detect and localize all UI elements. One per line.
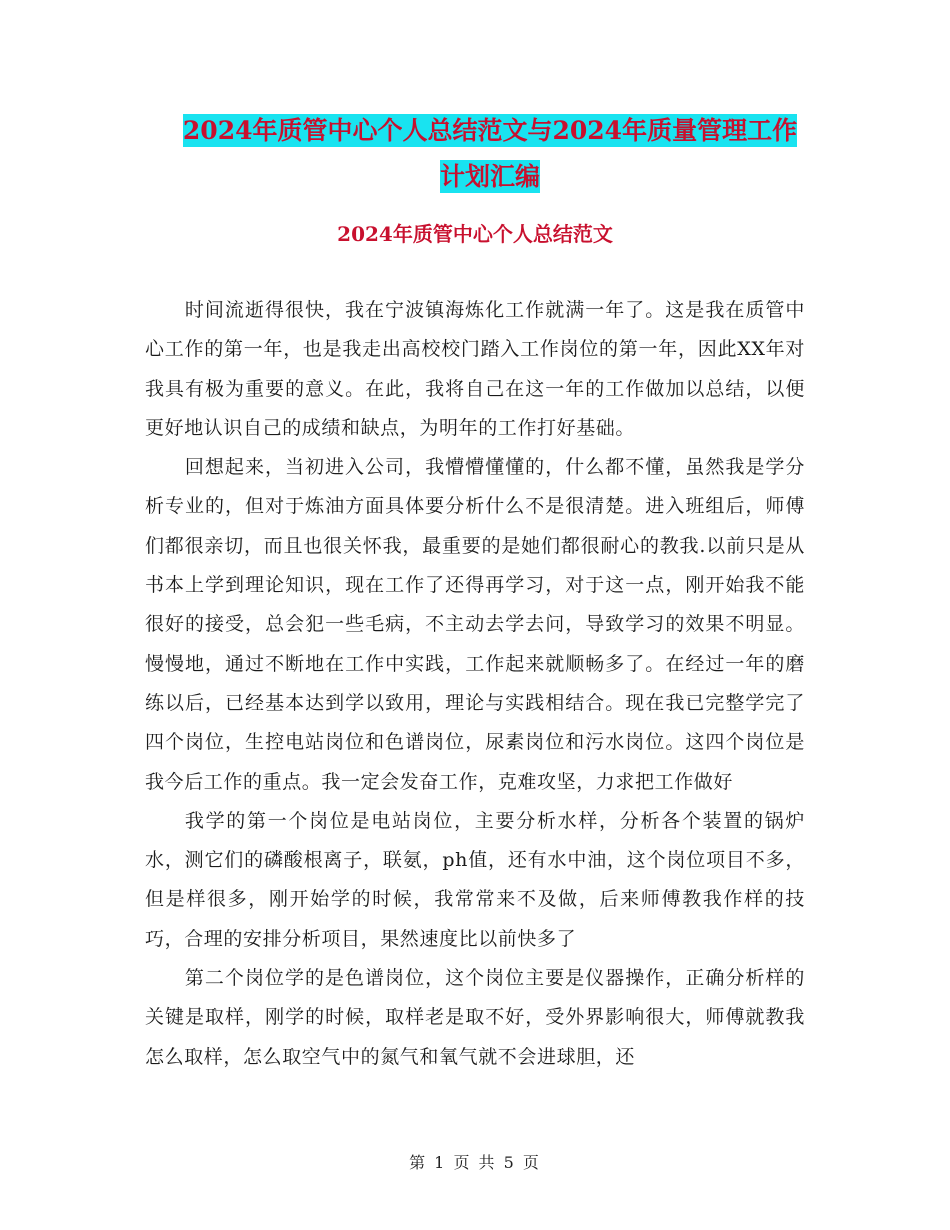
document-title-line2: 计划汇编 (439, 162, 540, 191)
document-body (145, 291, 805, 1077)
section-title: 2024年质管中心个人总结范文 (337, 222, 613, 246)
page-footer: 第 1 页 共 5 页 (409, 1153, 541, 1172)
document-title-line1: 2024年质管中心个人总结范文与2024年质量管理工作 (182, 116, 798, 145)
paragraph: 回想起来，当初进入公司，我懵懵懂懂的，什么都不懂，虽然我是学分析专业的，但对于炼油方面具体要分析什么不是很清楚。进入班组后，师傅们都很亲切，而且也很关怀我，最重要的是她们都很耐心的教我.以前只是从书本上学到理论知识，现在工作了还得再学习，对于这一点，刚开始我不能很好的接受，总会犯一些毛病，不主动去学去问，导致学习的效果不明显。慢慢地，通过不断地在工作中实践，工作起来就顺畅多了。在经过一年的磨练以后，已经基本达到学以致用，理论与实践相结合。现在我已完整学完了四个岗位，生控电站岗位和色谱岗位，尿素岗位和污水岗位。这四个岗位是我今后工作的重点。我一定会发奋工作，克难攻坚，力求把工作做好 (145, 456, 805, 793)
paragraph: 第二个岗位学的是色谱岗位，这个岗位主要是仪器操作，正确分析样的关键是取样，刚学的时候，取样老是取不好，受外界影响很大，师傅就教我怎么取样，怎么取空气中的氮气和氧气就不会进球胆，还 (145, 967, 805, 1068)
document-title (140, 108, 840, 200)
paragraph: 我学的第一个岗位是电站岗位，主要分析水样，分析各个装置的锅炉水，测它们的磷酸根离子，联氨，ph值，还有水中油，这个岗位项目不多，但是样很多，刚开始学的时候，我常常来不及做，后来师傅教我作样的技巧，合理的安排分析项目，果然速度比以前快多了 (145, 809, 805, 950)
paragraph: 时间流逝得很快，我在宁波镇海炼化工作就满一年了。这是我在质管中心工作的第一年，也是我走出高校校门踏入工作岗位的第一年，因此XX年对我具有极为重要的意义。在此，我将自己在这一年的工作做加以总结，以便更好地认识自己的成绩和缺点，为明年的工作打好基础。 (145, 299, 805, 439)
